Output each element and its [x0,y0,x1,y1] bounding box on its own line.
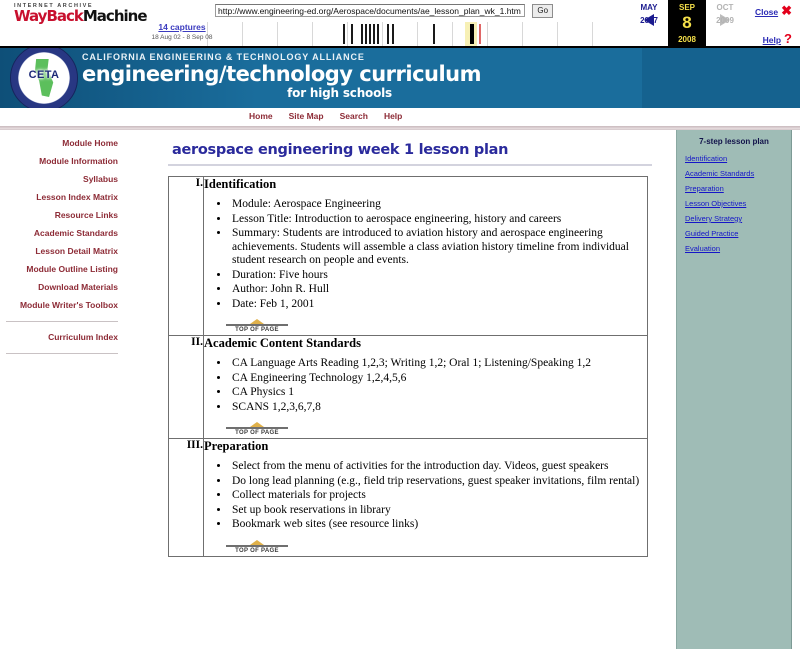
section-item-list [230,198,647,311]
nav-item-home[interactable]: Home [249,111,273,121]
section-numeral: III. [169,439,204,557]
list-item: • Collect materials for projects [230,489,647,503]
title-divider [168,164,652,166]
section-numeral: I. [169,177,204,336]
wayback-toolbar [0,0,800,48]
top-of-page-rule [226,324,288,326]
banner-text [82,51,481,100]
main-content [160,140,660,557]
list-item: • Date: Feb 1, 2001 [230,298,647,312]
right-panel-title: 7-step lesson plan [699,137,769,146]
next-month-label: OCT [716,3,734,12]
previous-year-label: 2007 [640,16,658,25]
sidebar-divider-bottom [6,353,118,354]
sidebar-item-module-information[interactable]: Module Information [39,156,118,166]
list-item: • Duration: Five hours [230,269,647,283]
curriculum-subtitle: for high schools [287,86,392,100]
sidebar-item-module-writers-toolbox[interactable]: Module Writer's Toolbox [19,300,118,310]
section-body [204,336,648,439]
sidebar-item-curriculum-index[interactable]: Curriculum Index [48,332,118,342]
list-item: • Summary: Students are introduced to aviation history and aerospace engineering achievements. Students will assemble a class aviation history timeline from individual student research on people and events. [230,227,647,268]
current-capture-date[interactable] [668,0,706,46]
url-bar [215,3,553,18]
logo-text: CETA [28,69,60,81]
sidebar-divider-top [6,321,118,322]
top-navigation [0,108,800,126]
top-of-page-rule [226,427,288,429]
page-body [0,130,800,649]
lesson-plan-table [168,176,648,557]
capture-tick[interactable] [369,24,371,44]
right-sidebar [676,130,792,649]
ceta-logo[interactable] [10,48,78,108]
right-panel-link-guided-practice[interactable]: Guided Practice [685,229,739,238]
section-body [204,439,648,557]
wayback-wordmark-b: Machine [82,7,147,25]
curriculum-title: engineering/technology curriculum [82,62,482,86]
current-year-label: 2008 [678,35,696,44]
capture-tick[interactable] [361,24,363,44]
section-numeral: II. [169,336,204,439]
table-row [169,336,648,439]
next-year-label: 2009 [716,16,734,25]
help-toolbar[interactable] [763,31,792,46]
list-item: • Set up book reservations in library [230,504,647,518]
close-icon[interactable]: ✖ [781,3,792,18]
sidebar-item-download-materials[interactable]: Download Materials [38,282,118,292]
section-heading: Identification [204,177,277,191]
wayback-wordmark [14,7,147,25]
sidebar-item-lesson-detail-matrix[interactable]: Lesson Detail Matrix [35,246,118,256]
top-of-page-link[interactable] [226,540,288,554]
list-item: • Select from the menu of activities for the introduction day. Videos, guest speakers [230,460,647,474]
capture-tick[interactable] [351,24,353,44]
top-of-page-label: TOP OF PAGE [235,547,279,554]
right-panel-link-lesson-objectives[interactable]: Lesson Objectives [685,199,747,208]
question-mark-icon[interactable]: ? [784,31,792,46]
previous-month-label: MAY [640,3,658,12]
previous-capture-nav[interactable] [630,2,668,27]
capture-tick[interactable] [377,24,379,44]
url-input[interactable] [215,4,525,17]
captures-count-link[interactable]: 14 captures [158,22,206,32]
list-item: • SCANS 1,2,3,6,7,8 [230,401,647,415]
sidebar-item-resource-links[interactable]: Resource Links [54,210,118,220]
sidebar-item-syllabus[interactable]: Syllabus [83,174,118,184]
capture-tick[interactable] [365,24,367,44]
table-row [169,177,648,336]
top-of-page-label: TOP OF PAGE [235,327,279,333]
list-item: • Bookmark web sites (see resource links) [230,518,647,532]
sidebar-item-academic-standards[interactable]: Academic Standards [33,228,118,238]
wayback-wordmark-a: WayBack [14,7,83,25]
close-link[interactable]: Close [754,7,779,17]
sidebar-item-module-home[interactable]: Module Home [62,138,118,148]
capture-tick[interactable] [479,24,481,44]
section-heading: Academic Content Standards [204,336,361,350]
internet-archive-kicker: INTERNET ARCHIVE [14,3,94,9]
top-of-page-rule [226,545,288,547]
right-panel-link-evaluation[interactable]: Evaluation [685,244,721,253]
alliance-name: CALIFORNIA ENGINEERING & TECHNOLOGY ALLIANCE [82,52,365,62]
help-link[interactable]: Help [762,35,782,45]
list-item: • Lesson Title: Introduction to aerospace engineering, history and careers [230,213,647,227]
go-button[interactable]: Go [532,4,553,18]
capture-tick[interactable] [373,24,375,44]
captures-summary [137,22,227,42]
right-panel-link-academic-standards[interactable]: Academic Standards [685,169,755,178]
sidebar-item-lesson-index-matrix[interactable]: Lesson Index Matrix [36,192,118,202]
current-month-label: SEP [678,3,695,12]
nav-item-help[interactable]: Help [383,111,403,121]
list-item: • Do long lead planning (e.g., field trip reservations, guest speaker invitations, film rental) [230,475,647,489]
page-title: aerospace engineering week 1 lesson plan [172,142,509,158]
selected-capture-tick[interactable] [470,24,474,44]
right-panel-link-identification[interactable]: Identification [685,154,728,163]
section-item-list [230,357,647,414]
site-banner [0,48,800,108]
next-capture-nav[interactable] [706,2,744,27]
left-sidebar [0,138,126,364]
nav-item-search[interactable]: Search [339,111,368,121]
list-item: • CA Engineering Technology 1,2,4,5,6 [230,372,647,386]
list-item: • Author: John R. Hull [230,283,647,297]
nav-item-site-map[interactable]: Site Map [288,111,324,121]
capture-tick[interactable] [343,24,345,44]
section-item-list [230,460,647,532]
wayback-logo[interactable] [14,3,147,25]
captures-date-range: 18 Aug 02 - 8 Sep 08 [151,34,213,41]
list-item: • CA Physics 1 [230,386,647,400]
list-item: • Module: Aerospace Engineering [230,198,647,212]
close-toolbar[interactable] [755,3,792,19]
section-body [204,177,648,336]
date-navigator [630,0,750,46]
list-item: • CA Language Arts Reading 1,2,3; Writing 1,2; Oral 1; Listening/Speaking 1,2 [230,357,647,371]
table-row [169,439,648,557]
capture-tick[interactable] [433,24,435,44]
right-panel-link-preparation[interactable]: Preparation [685,184,724,193]
current-day-label: 8 [682,13,692,32]
capture-tick[interactable] [387,24,389,44]
top-of-page-link[interactable] [226,422,288,436]
section-heading: Preparation [204,439,269,453]
sidebar-item-module-outline-listing[interactable]: Module Outline Listing [26,264,118,274]
right-panel-link-delivery-strategy[interactable]: Delivery Strategy [685,214,743,223]
top-of-page-label: TOP OF PAGE [235,430,279,436]
capture-tick[interactable] [392,24,394,44]
top-of-page-link[interactable] [226,319,288,333]
